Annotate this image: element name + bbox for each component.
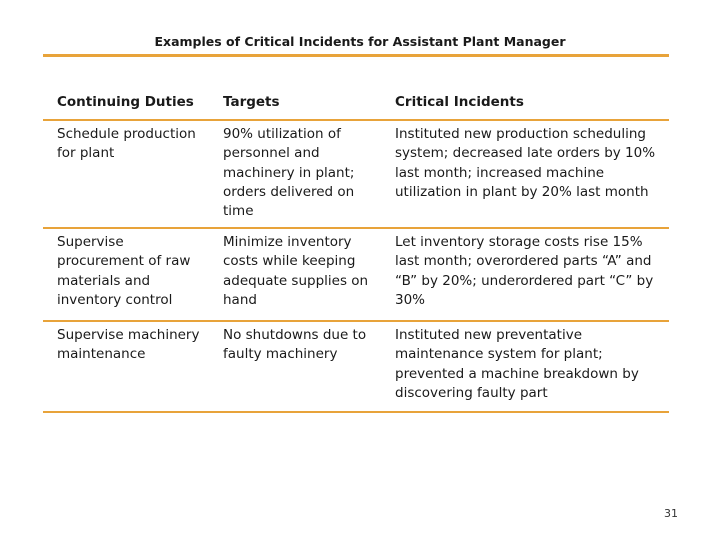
header-continuing-duties: Continuing Duties [57,94,194,111]
table-row [43,229,669,322]
critical-incidents-table [43,87,669,413]
duty-cell: Supervise procurement of raw materials and inventory control [57,234,191,308]
target-cell: 90% utilization of personnel and machinery in plant; orders delivered on time [223,126,355,220]
incident-cell: Let inventory storage costs rise 15% last month; overordered parts “A” and “B” by 20%; underordered part “C” by 30% [395,234,654,308]
duty-cell: Schedule production for plant [57,126,196,162]
duty-cell: Supervise machinery maintenance [57,327,200,363]
header-critical-incidents: Critical Incidents [395,94,524,111]
target-cell: Minimize inventory costs while keeping adequate supplies on hand [223,234,369,308]
table-header-row [43,87,669,121]
title-divider [43,54,669,57]
page-number: 31 [664,507,678,520]
header-targets: Targets [223,94,280,111]
incident-cell: Instituted new production scheduling system; decreased late orders by 10% last month; increased machine utilization in plant by 20% last month [395,126,656,200]
target-cell: No shutdowns due to faulty machinery [223,327,367,363]
slide-title: Examples of Critical Incidents for Assistant Plant Manager [154,34,566,49]
table-row [43,121,669,229]
incident-cell: Instituted new preventative maintenance system for plant; prevented a machine breakdown by discovering faulty part [395,327,639,401]
table-row [43,322,669,413]
